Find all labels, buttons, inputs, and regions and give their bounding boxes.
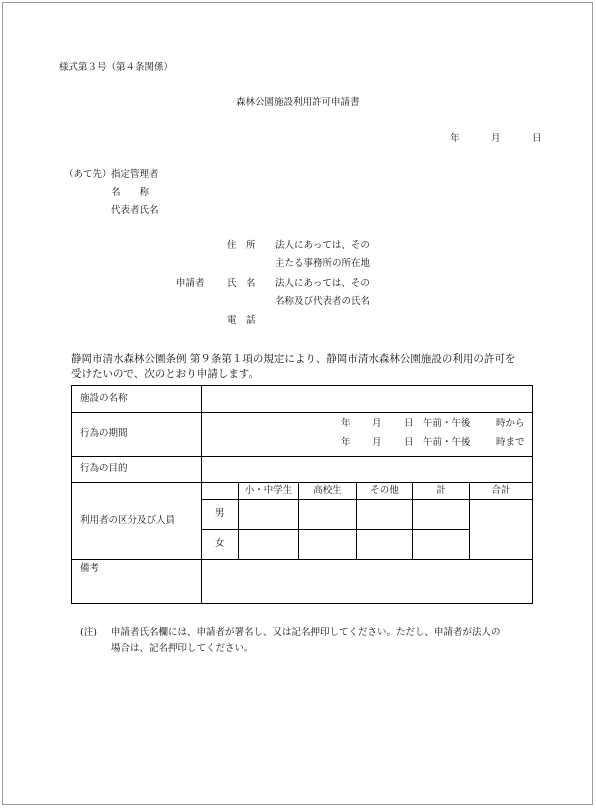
row-divider (72, 559, 532, 560)
col-header-subtotal: 計 (436, 485, 446, 496)
row-divider (72, 482, 532, 483)
row-divider (201, 499, 532, 500)
note-line-2: 場合は、記名押印してください。 (111, 643, 254, 654)
addressee-label: （あて先） (64, 169, 112, 180)
designated-manager: 指定管理者 (111, 169, 159, 180)
phone-label: 電 話 (227, 315, 256, 326)
addressee-name: 名 称 (111, 187, 150, 198)
col-header-total: 合計 (491, 485, 511, 496)
row-divider (201, 529, 469, 530)
period-from-ampm: 午前・午後 (423, 418, 471, 429)
period-from-month: 月 (372, 418, 382, 429)
period-to-ampm: 午前・午後 (423, 437, 471, 448)
male-label: 男 (215, 508, 225, 519)
addressee-representative: 代表者氏名 (111, 205, 159, 216)
col-header-other: その他 (370, 485, 399, 496)
facility-name-label: 施設の名称 (80, 393, 128, 404)
note-line-1: 申請者氏名欄には、申請者が署名し、又は記名押印してください。ただし、申請者が法人の (111, 627, 501, 638)
period-from-day: 日 (404, 418, 414, 429)
purpose-label: 行為の目的 (80, 463, 128, 474)
period-to-year: 年 (341, 437, 351, 448)
form-title: 森林公園施設利用許可申請書 (236, 97, 360, 108)
applicant-label: 申請者 (176, 278, 205, 289)
note-label: (注) (80, 627, 97, 638)
form-number: 様式第３号（第４条関係） (59, 62, 174, 73)
statement-line-1: 静岡市清水森林公園条例 第９条第１項の規定により、静岡市清水森林公園施設の利用の許可を (71, 353, 516, 365)
users-label: 利用者の区分及び人員 (80, 515, 176, 526)
period-from-time: 時から (496, 418, 525, 429)
date-year: 年 (450, 133, 460, 144)
application-table (71, 385, 533, 604)
address-note-1: 法人にあっては、その (275, 240, 370, 251)
col-header-elementary: 小・中学生 (244, 485, 293, 496)
name-note-2: 名称及び代表者の氏名 (275, 296, 371, 307)
row-divider (72, 412, 532, 413)
remarks-label: 備考 (80, 563, 100, 574)
row-divider (72, 456, 532, 457)
col-header-highschool: 高校生 (313, 485, 342, 496)
period-to-time: 時まで (496, 437, 525, 448)
date-month: 月 (491, 133, 501, 144)
address-note-2: 主たる事務所の所在地 (275, 258, 371, 269)
name-note-1: 法人にあっては、その (275, 278, 370, 289)
statement-line-2: 受けたいので、次のとおり申請します。 (71, 368, 259, 380)
address-label: 住 所 (227, 240, 256, 251)
col-divider (201, 386, 202, 603)
name-label: 氏 名 (227, 278, 256, 289)
period-from-year: 年 (341, 418, 351, 429)
period-label: 行為の期間 (80, 428, 128, 439)
female-label: 女 (215, 538, 225, 549)
date-day: 日 (532, 133, 542, 144)
period-to-day: 日 (404, 437, 414, 448)
period-to-month: 月 (372, 437, 382, 448)
